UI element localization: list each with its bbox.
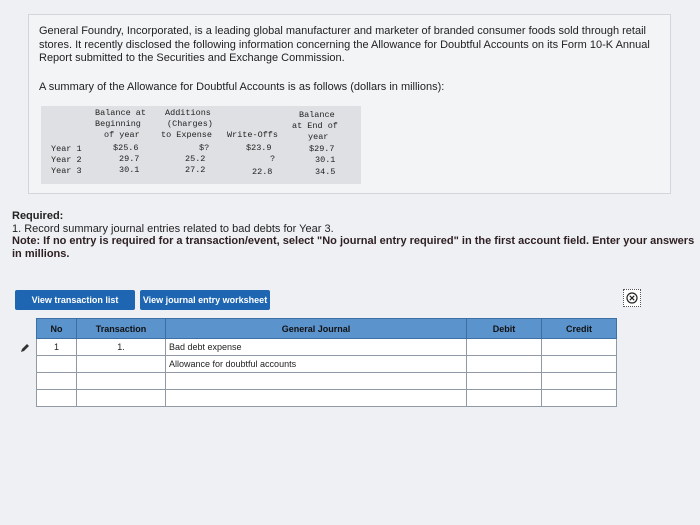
col-header-credit: Credit [542, 319, 617, 339]
header-ending-line1: Balance [299, 110, 335, 120]
row-label: Year 1 [51, 144, 82, 154]
table-row [37, 373, 617, 390]
header-ending-line3: year [308, 132, 329, 142]
account-field[interactable]: Bad debt expense [166, 339, 467, 356]
row-additions: $? [199, 143, 210, 153]
debit-field[interactable] [467, 356, 542, 373]
cell-transaction [77, 373, 166, 390]
summary-intro: A summary of the Allowance for Doubtful Accounts is as follows (dollars in millions): [39, 81, 445, 93]
row-label: Year 3 [51, 166, 82, 176]
view-journal-entry-worksheet-button[interactable]: View journal entry worksheet [140, 290, 270, 310]
view-transaction-list-button[interactable]: View transaction list [15, 290, 135, 310]
row-ending: $29.7 [309, 144, 335, 154]
row-beginning: $25.6 [113, 143, 139, 153]
header-additions-line3: to Expense [161, 130, 213, 140]
pencil-icon [20, 343, 30, 353]
row-writeoffs: ? [270, 154, 276, 164]
credit-field[interactable] [542, 373, 617, 390]
intro-paragraph: General Foundry, Incorporated, is a leading global manufacturer and marketer of branded consumer foods sold through retail stores. It recently disclosed the following information concerning the Allowance for Doubtful Accounts on its Form 10-K Annual Report submitted to the Securities and Exchange Commission. [39, 25, 650, 64]
account-field[interactable] [166, 373, 467, 390]
row-beginning: 29.7 [119, 154, 140, 164]
journal-entry-table [36, 318, 617, 407]
table-row [37, 356, 617, 373]
table-row [37, 339, 617, 356]
header-beginning-line2: Beginning [95, 119, 141, 129]
credit-field[interactable] [542, 339, 617, 356]
row-additions: 27.2 [185, 165, 206, 175]
credit-field[interactable] [542, 390, 617, 407]
header-additions-line2: (Charges) [167, 119, 213, 129]
edit-row-button[interactable] [20, 340, 30, 358]
cell-no [37, 356, 77, 373]
required-title: Required: [12, 210, 64, 222]
required-section [12, 210, 698, 260]
credit-field[interactable] [542, 356, 617, 373]
row-label: Year 2 [51, 155, 82, 165]
col-header-general-journal: General Journal [166, 319, 467, 339]
account-field[interactable]: Allowance for doubtful accounts [166, 356, 467, 373]
row-beginning: 30.1 [119, 165, 140, 175]
cell-no [37, 390, 77, 407]
cell-transaction [77, 356, 166, 373]
cell-no: 1 [37, 339, 77, 356]
row-writeoffs: $23.9 [246, 143, 272, 153]
row-ending: 34.5 [315, 167, 336, 177]
header-additions-line1: Additions [165, 108, 211, 118]
col-header-debit: Debit [467, 319, 542, 339]
allowance-summary-table [41, 106, 361, 184]
cell-transaction: 1. [77, 339, 166, 356]
table-row [37, 390, 617, 407]
header-writeoffs: Write-Offs [227, 130, 279, 140]
cell-no [37, 373, 77, 390]
cell-transaction [77, 390, 166, 407]
debit-field[interactable] [467, 339, 542, 356]
required-instruction: 1. Record summary journal entries related to bad debts for Year 3. [12, 222, 334, 235]
close-icon [626, 292, 638, 304]
row-additions: 25.2 [185, 154, 206, 164]
required-note: Note: If no entry is required for a transaction/event, select "No journal entry required" in the first account field. Enter your answers in millions. [12, 235, 695, 260]
close-button[interactable] [623, 289, 641, 307]
col-header-no: No [37, 319, 77, 339]
debit-field[interactable] [467, 373, 542, 390]
problem-statement-box [28, 14, 671, 194]
account-field[interactable] [166, 390, 467, 407]
debit-field[interactable] [467, 390, 542, 407]
row-writeoffs: 22.8 [252, 167, 273, 177]
col-header-transaction: Transaction [77, 319, 166, 339]
row-ending: 30.1 [315, 155, 336, 165]
header-beginning-line1: Balance at [95, 108, 147, 118]
header-beginning-line3: of year [104, 130, 140, 140]
header-ending-line2: at End of [292, 121, 338, 131]
